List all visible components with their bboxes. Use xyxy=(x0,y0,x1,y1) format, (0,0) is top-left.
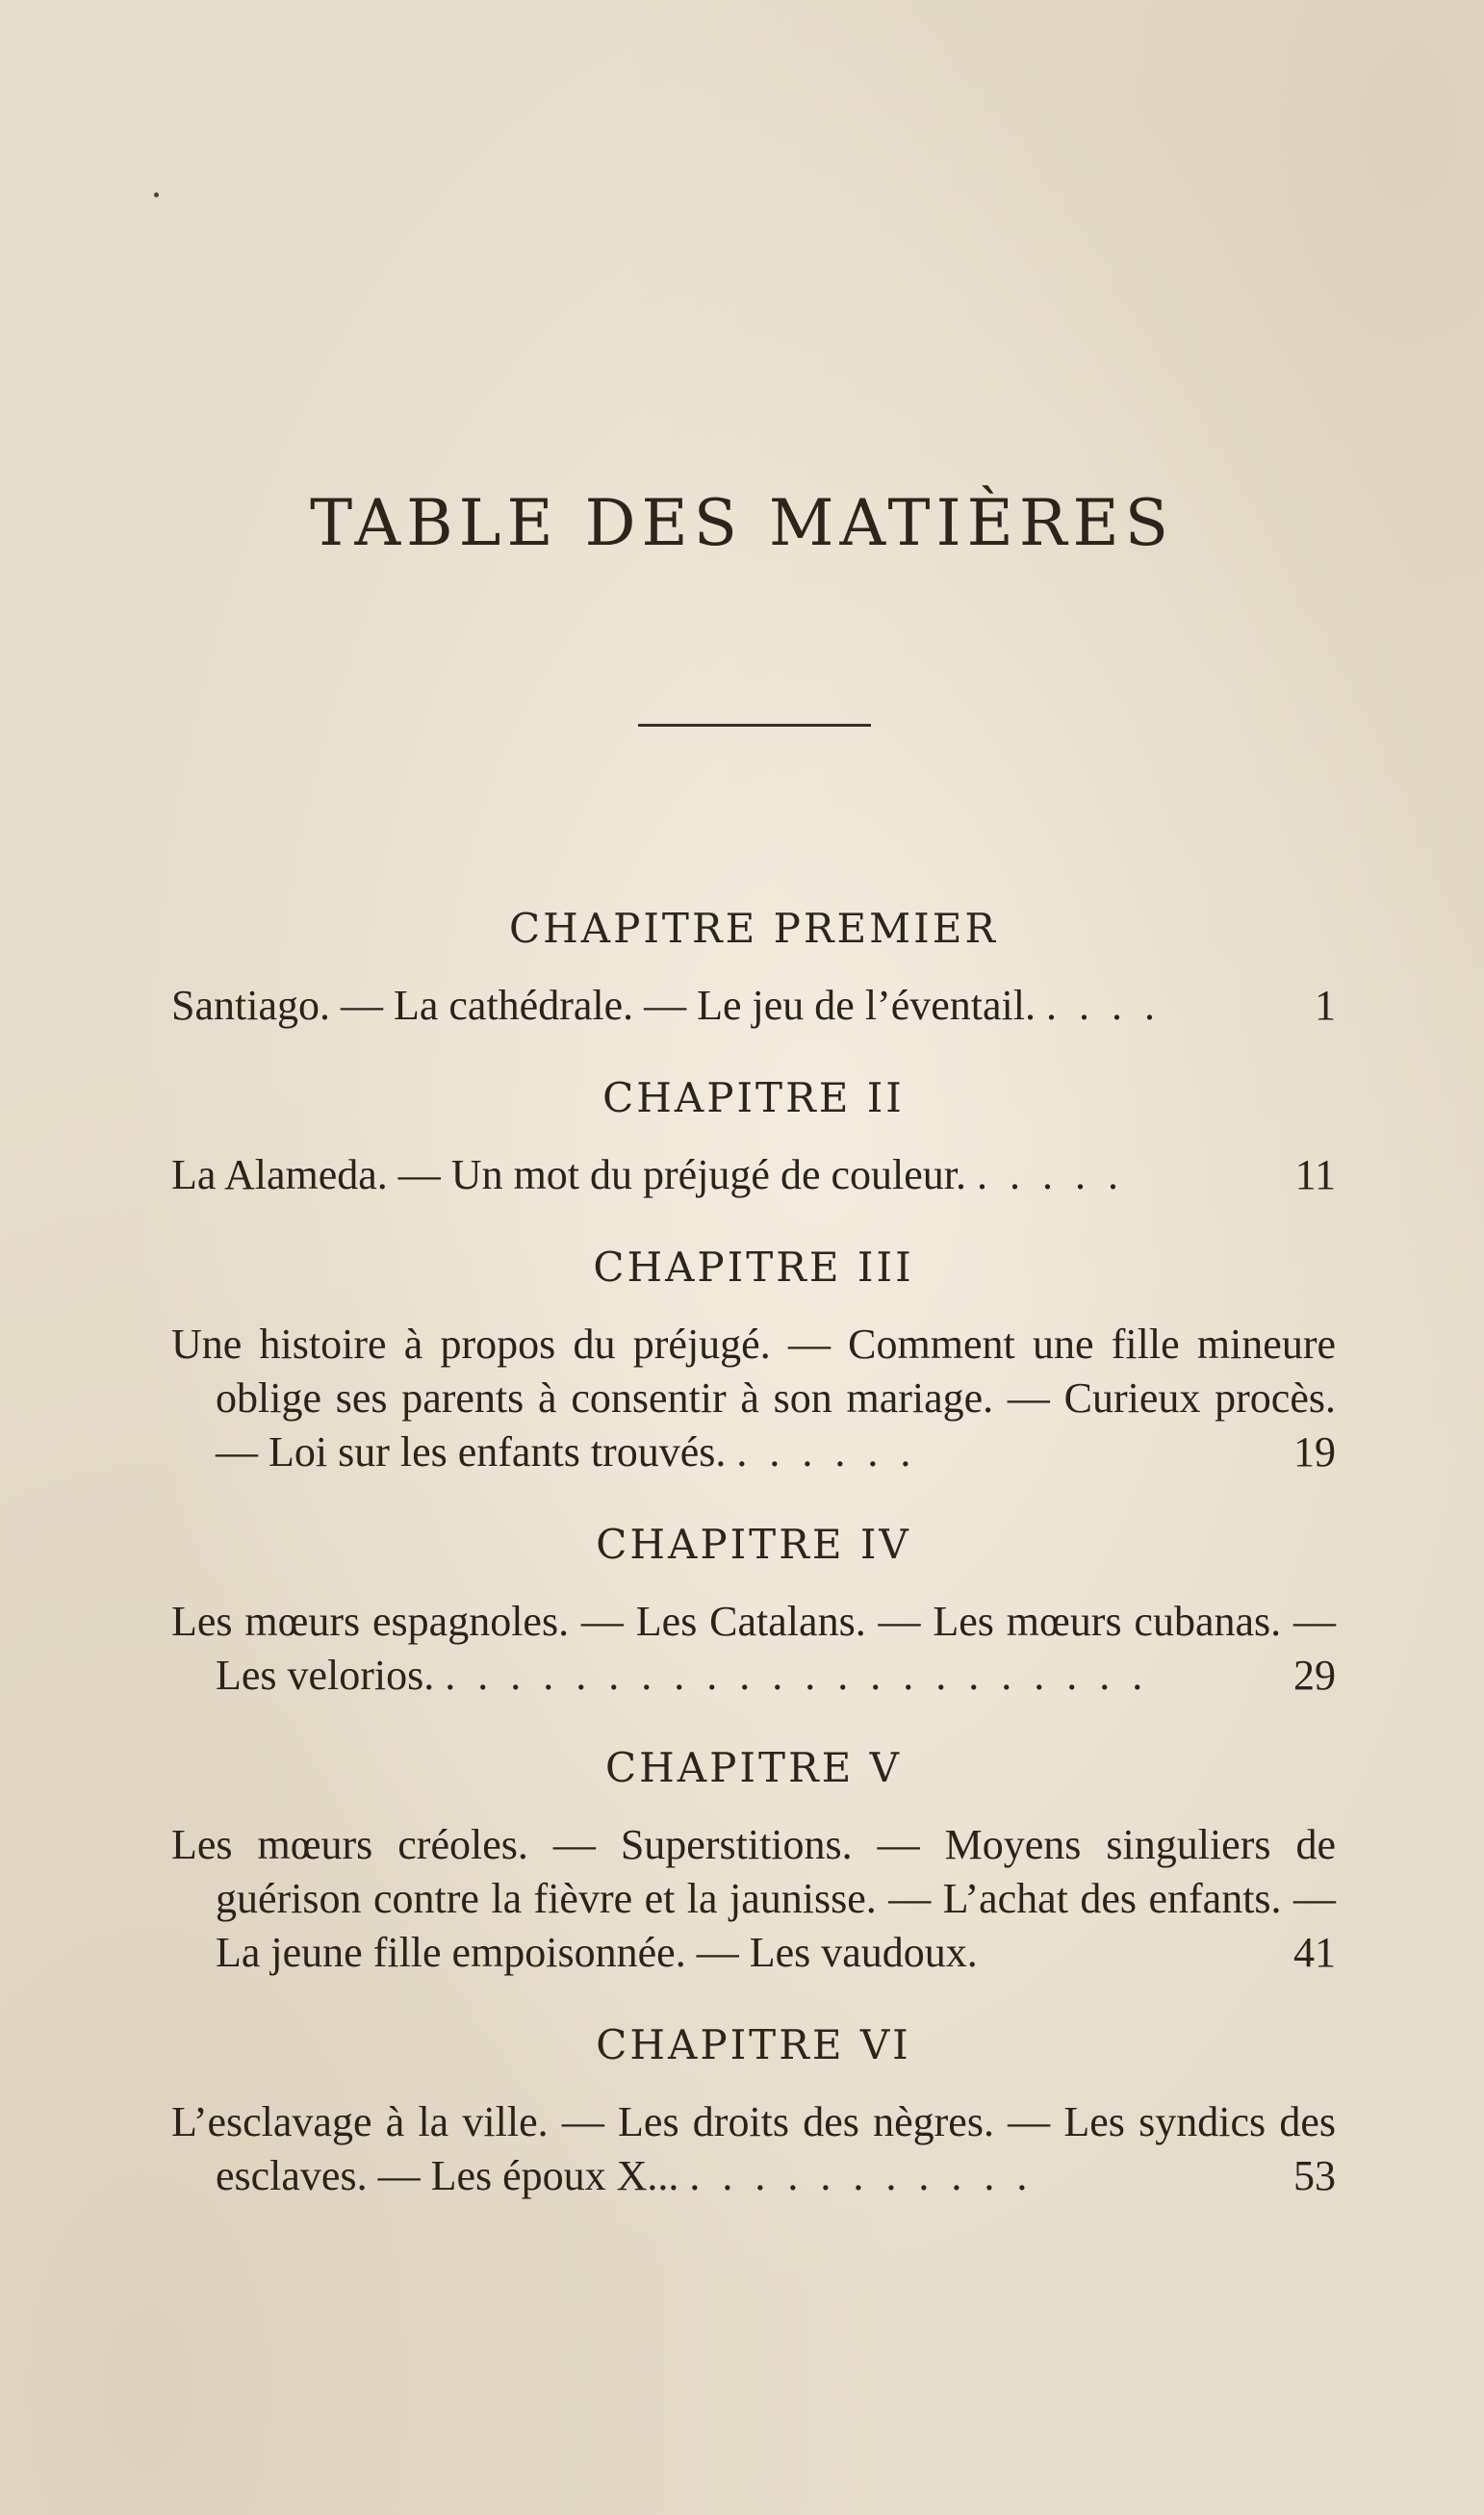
chapter-summary xyxy=(171,1595,1336,1703)
summary-text: L’esclavage à la ville. — Les droits des nègres. — Les syndics des esclaves. — Les époux X... xyxy=(171,2098,1336,2199)
page-number: 53 xyxy=(1293,2152,1336,2199)
ink-speck xyxy=(154,192,159,197)
chapter-entry-4 xyxy=(171,1516,1336,1703)
chapter-heading: CHAPITRE III xyxy=(593,1244,914,1291)
chapter-heading: CHAPITRE IV xyxy=(596,1521,911,1568)
chapter-summary xyxy=(171,1818,1336,1980)
summary-text: Une histoire à propos du préjugé. — Comment une fille mineure oblige ses parents à consentir à son mariage. — Curieux procès. — Loi sur les enfants trouvés. xyxy=(171,1321,1336,1476)
title-divider xyxy=(638,724,871,727)
table-of-contents xyxy=(171,900,1336,2240)
chapter-entry-6 xyxy=(171,2016,1336,2203)
chapter-entry-1 xyxy=(171,900,1336,1033)
chapter-heading: CHAPITRE II xyxy=(602,1074,905,1121)
chapter-summary xyxy=(171,1318,1336,1479)
leader-dots: . . . . . . . . . . . . . . . . . . . . . . xyxy=(445,1652,1149,1699)
chapter-entry-3 xyxy=(171,1239,1336,1479)
chapter-summary xyxy=(171,979,1336,1033)
page-title: TABLE DES MATIÈRES xyxy=(310,486,1174,560)
leader-dots: . . . . xyxy=(1045,982,1161,1029)
chapter-entry-2 xyxy=(171,1069,1336,1202)
summary-text: Les mœurs créoles. — Superstitions. — Moyens singuliers de guérison contre la fièvre et la jaunisse. — L’achat des enfants. — La jeune fille empoisonnée. — Les vaudoux. xyxy=(171,1821,1336,1976)
chapter-summary xyxy=(171,1148,1336,1202)
leader-dots: . . . . . . xyxy=(736,1428,917,1476)
chapter-entry-5 xyxy=(171,1739,1336,1980)
chapter-heading: CHAPITRE V xyxy=(605,1744,902,1791)
page-number: 19 xyxy=(1293,1428,1336,1476)
chapter-heading: CHAPITRE PREMIER xyxy=(508,905,998,952)
page-number: 11 xyxy=(1294,1151,1336,1198)
summary-text: Les mœurs espagnoles. — Les Catalans. — Les mœurs cubanas. — Les velorios. xyxy=(171,1598,1336,1699)
leader-dots: . . . . . xyxy=(977,1151,1124,1198)
page-number: 1 xyxy=(1315,982,1336,1029)
page-number: 41 xyxy=(1293,1929,1336,1976)
summary-text: La Alameda. — Un mot du préjugé de couleur. xyxy=(171,1151,966,1198)
chapter-heading: CHAPITRE VI xyxy=(596,2021,911,2068)
summary-text: Santiago. — La cathédrale. — Le jeu de l’éventail. xyxy=(171,982,1036,1029)
leader-dots: . . . . . . . . . . . xyxy=(689,2152,1034,2199)
chapter-summary xyxy=(171,2095,1336,2203)
page-number: 29 xyxy=(1293,1652,1336,1699)
